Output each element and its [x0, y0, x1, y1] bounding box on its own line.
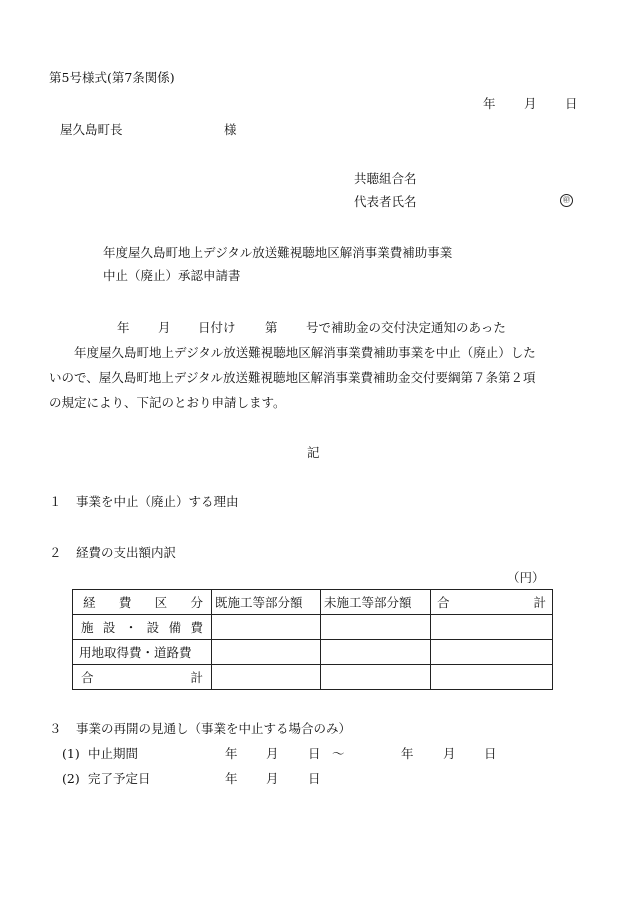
item-1-year: 年 [225, 746, 238, 761]
cell-value[interactable] [431, 665, 553, 690]
header-category: 経 費 区 分 [73, 590, 212, 615]
cell-value[interactable] [431, 615, 553, 640]
addressee-name: 屋久島町長 [60, 122, 123, 137]
item-2-label: 完了予定日 [88, 771, 151, 786]
body-line-2: 年度屋久島町地上デジタル放送難視聴地区解消事業費補助事業を中止（廃止）した [74, 345, 536, 360]
body-line-1-rest: 号で補助金の交付決定通知のあった [306, 320, 506, 335]
addressee-honorific: 様 [224, 122, 237, 137]
date-month: 月 [524, 96, 537, 111]
item-1-tilde: ～ [332, 746, 345, 761]
item-1-month: 月 [266, 746, 279, 761]
header-completed-amount: 既施工等部分額 [212, 590, 321, 615]
expense-table [72, 589, 553, 690]
table-row [73, 640, 553, 665]
item-1-day-2: 日 [484, 746, 497, 761]
section-2-number: ２ [49, 545, 62, 560]
item-1-day: 日 [308, 746, 321, 761]
item-1-number: (1) [62, 746, 80, 761]
section-1-number: １ [49, 494, 62, 509]
cell-value[interactable] [431, 640, 553, 665]
item-2-day: 日 [308, 771, 321, 786]
item-2-year: 年 [225, 771, 238, 786]
section-3-label: 事業の再開の見通し（事業を中止する場合のみ） [76, 721, 352, 736]
item-1-year-2: 年 [401, 746, 414, 761]
cell-value[interactable] [212, 615, 321, 640]
unit-label: （円） [507, 570, 545, 585]
body-day-suffix: 日付け [198, 320, 236, 335]
table-header-row [73, 590, 553, 615]
cell-value[interactable] [321, 640, 431, 665]
cell-value[interactable] [212, 665, 321, 690]
org-name-label: 共聴組合名 [354, 171, 417, 186]
date-day: 日 [565, 96, 578, 111]
title-line-2: 中止（廃止）承認申請書 [103, 268, 241, 283]
row-label-facility: 施 設 ・ 設 備 費 [73, 615, 212, 640]
cell-value[interactable] [212, 640, 321, 665]
section-1-label: 事業を中止（廃止）する理由 [76, 494, 239, 509]
section-3-number: ３ [49, 721, 62, 736]
title-line-1: 年度屋久島町地上デジタル放送難視聴地区解消事業費補助事業 [103, 245, 453, 260]
item-2-number: (2) [62, 771, 80, 786]
section-2-label: 経費の支出額内訳 [76, 545, 177, 560]
body-line-4: の規定により、下記のとおり申請します。 [49, 395, 286, 410]
body-year: 年 [117, 320, 130, 335]
row-label-total: 合 計 [73, 665, 212, 690]
table-row [73, 665, 553, 690]
body-line-3: いので、屋久島町地上デジタル放送難視聴地区解消事業費補助金交付要綱第７条第２項 [49, 370, 536, 385]
form-number: 第5号様式(第7条関係) [49, 70, 175, 85]
item-2-month: 月 [266, 771, 279, 786]
representative-label: 代表者氏名 [354, 194, 417, 209]
item-1-label: 中止期間 [88, 746, 139, 761]
item-1-month-2: 月 [443, 746, 456, 761]
header-total: 合 計 [431, 590, 553, 615]
body-month: 月 [158, 320, 171, 335]
seal-icon: ㊞ [560, 194, 573, 207]
cell-value[interactable] [321, 615, 431, 640]
date-year: 年 [483, 96, 496, 111]
body-dai: 第 [265, 320, 278, 335]
ki-heading: 記 [307, 445, 320, 460]
cell-value[interactable] [321, 665, 431, 690]
table-row [73, 615, 553, 640]
row-label-land-road: 用地取得費・道路費 [73, 640, 212, 665]
header-uncompleted-amount: 未施工等部分額 [321, 590, 431, 615]
